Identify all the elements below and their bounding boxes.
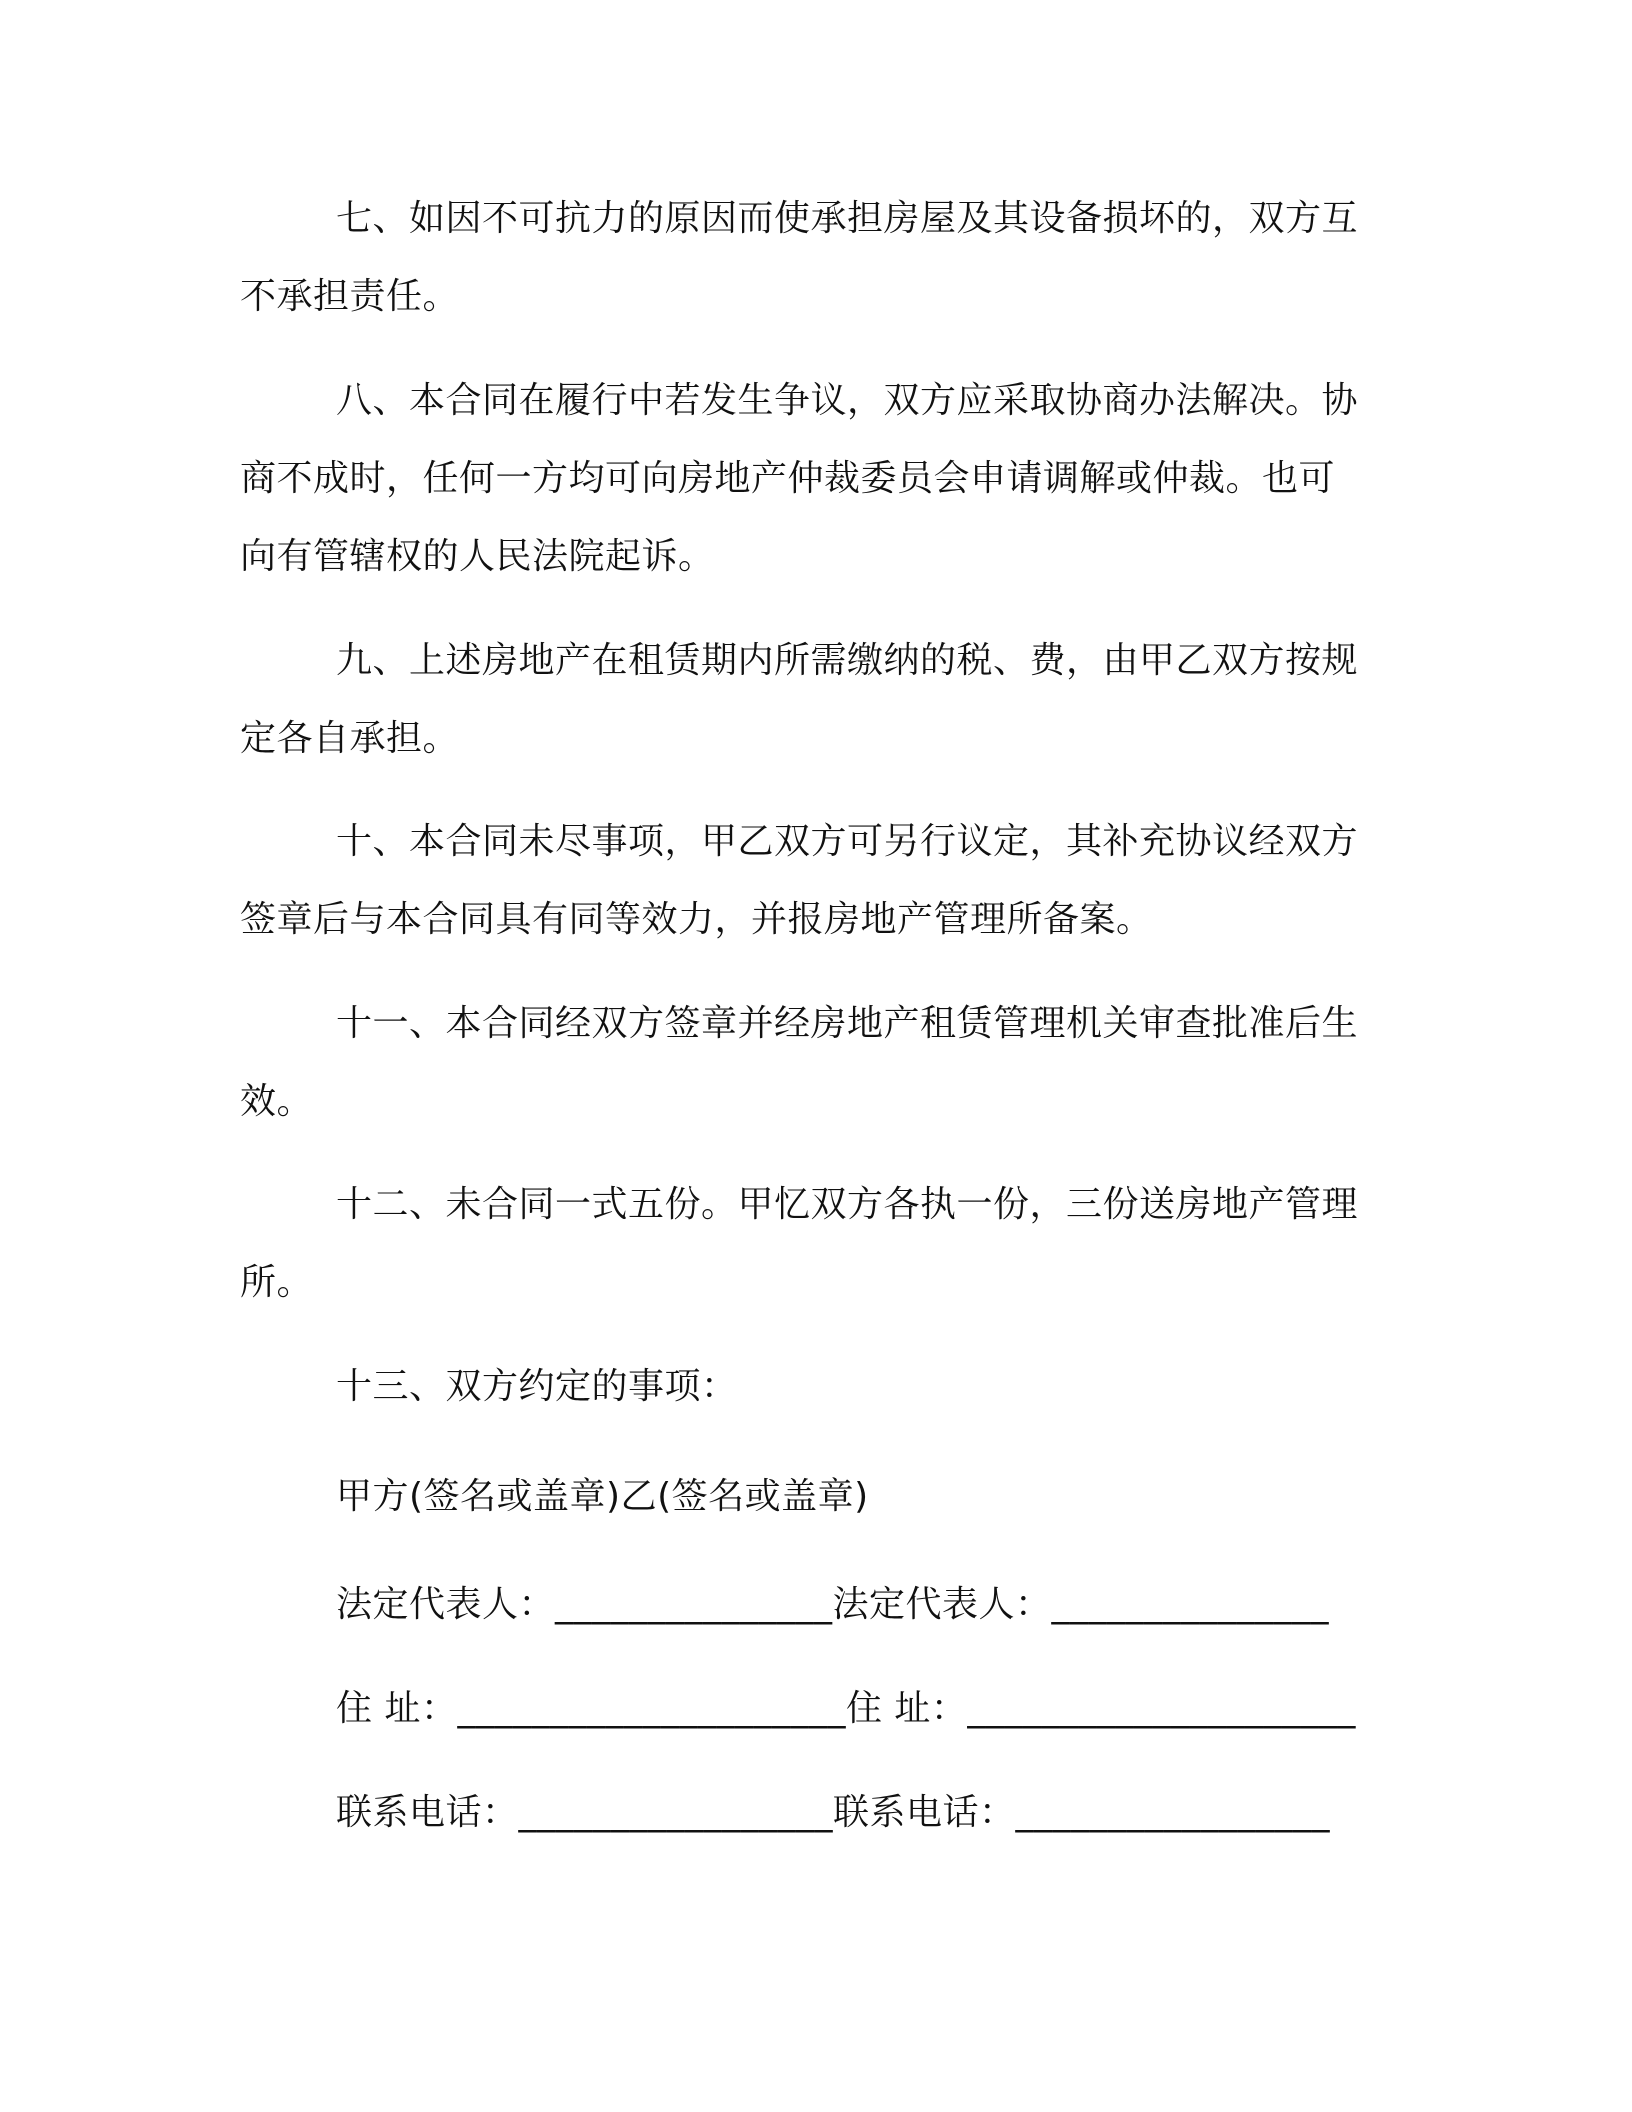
phone-line: 联系电话：_________________联系电话：_________________ xyxy=(336,1792,1331,1833)
clause-12: 十二、未合同一式五份。甲忆双方各执一份，三份送房地产管理所。 xyxy=(240,1184,1359,1303)
legal-representative-line: 法定代表人：_______________法定代表人：_______________ xyxy=(336,1584,1330,1625)
signature-line: 甲方(签名或盖章)乙(签名或盖章) xyxy=(336,1476,869,1517)
address-line: 住 址：_____________________住 址：_____________________ xyxy=(336,1688,1356,1729)
clause-7: 七、如因不可抗力的原因而使承担房屋及其设备损坏的，双方互不承担责任。 xyxy=(240,198,1359,317)
clause-11: 十一、本合同经双方签章并经房地产租赁管理机关审查批准后生效。 xyxy=(240,1003,1359,1122)
clause-13: 十三、双方约定的事项： xyxy=(336,1366,738,1407)
clause-10: 十、本合同未尽事项，甲乙双方可另行议定，其补充协议经双方签章后与本合同具有同等效力，并报房地产管理所备案。 xyxy=(240,821,1359,940)
clause-8: 八、本合同在履行中若发生争议，双方应采取协商办法解决。协商不成时，任何一方均可向房地产仲裁委员会申请调解或仲裁。也可向有管辖权的人民法院起诉。 xyxy=(240,380,1359,577)
clause-9: 九、上述房地产在租赁期内所需缴纳的税、费，由甲乙双方按规定各自承担。 xyxy=(240,640,1359,759)
